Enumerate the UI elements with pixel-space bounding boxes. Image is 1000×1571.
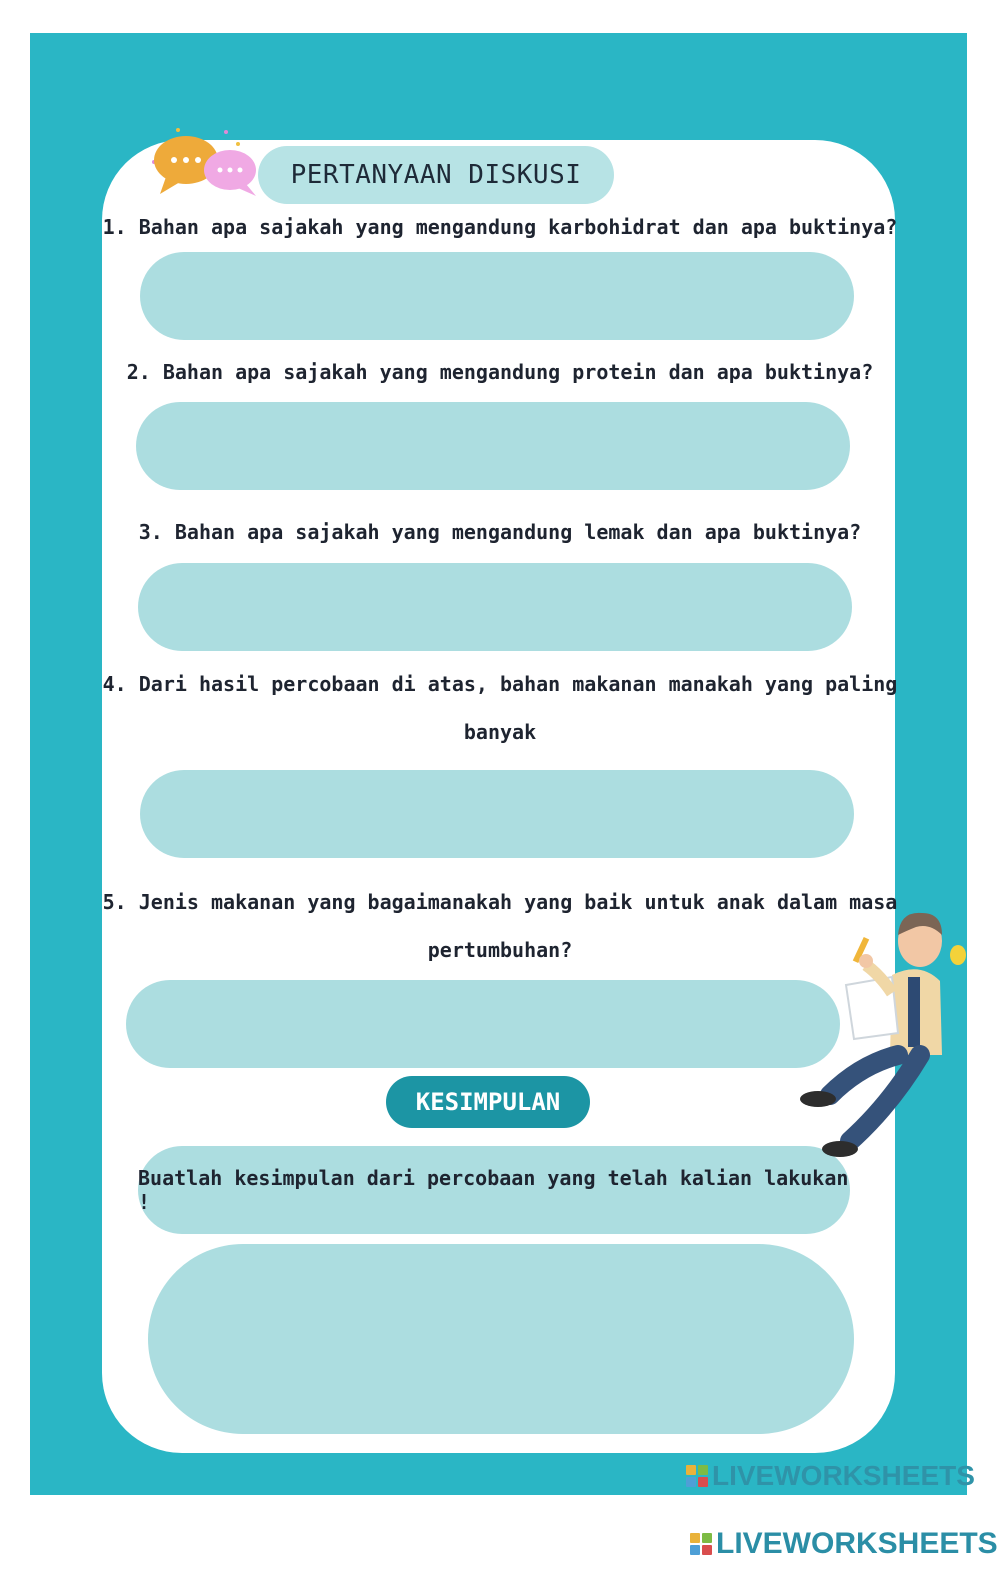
- question-5-line-1: 5. Jenis makanan yang bagaimanakah yang baik untuk anak dalam masa: [102, 890, 898, 914]
- answer-field-4[interactable]: [140, 770, 854, 858]
- liveworksheets-logo-icon: [690, 1533, 712, 1555]
- conclusion-title: KESIMPULAN: [386, 1076, 590, 1128]
- answer-field-3[interactable]: [138, 563, 852, 651]
- answer-field-1[interactable]: [140, 252, 854, 340]
- question-3: [100, 508, 900, 556]
- question-1: [100, 203, 900, 251]
- speech-bubbles-icon: [148, 122, 263, 202]
- question-1-text: 1. Bahan apa sajakah yang mengandung karbohidrat dan apa buktinya?: [102, 215, 898, 239]
- question-5-line-2: pertumbuhan?: [427, 938, 573, 962]
- student-illustration: [780, 905, 975, 1170]
- page-title: PERTANYAAN DISKUSI: [258, 146, 614, 204]
- answer-field-5[interactable]: [126, 980, 840, 1068]
- conclusion-instruction: Buatlah kesimpulan dari percobaan yang telah kalian lakukan !: [138, 1146, 850, 1234]
- answer-field-2[interactable]: [136, 402, 850, 490]
- question-2-text: 2. Bahan apa sajakah yang mengandung protein dan apa buktinya?: [126, 360, 874, 384]
- question-2: [100, 348, 900, 396]
- brand-watermark-outer: [690, 1527, 998, 1561]
- brand-name: LIVEWORKSHEETS: [712, 1460, 975, 1491]
- conclusion-answer-field[interactable]: [148, 1244, 854, 1434]
- brand-watermark-inner: [686, 1460, 975, 1492]
- question-3-text: 3. Bahan apa sajakah yang mengandung lemak dan apa buktinya?: [138, 520, 862, 544]
- question-4-line-1: 4. Dari hasil percobaan di atas, bahan makanan manakah yang paling banyak: [102, 672, 898, 744]
- liveworksheets-logo-icon: [686, 1465, 708, 1487]
- brand-name: LIVEWORKSHEETS: [716, 1527, 998, 1560]
